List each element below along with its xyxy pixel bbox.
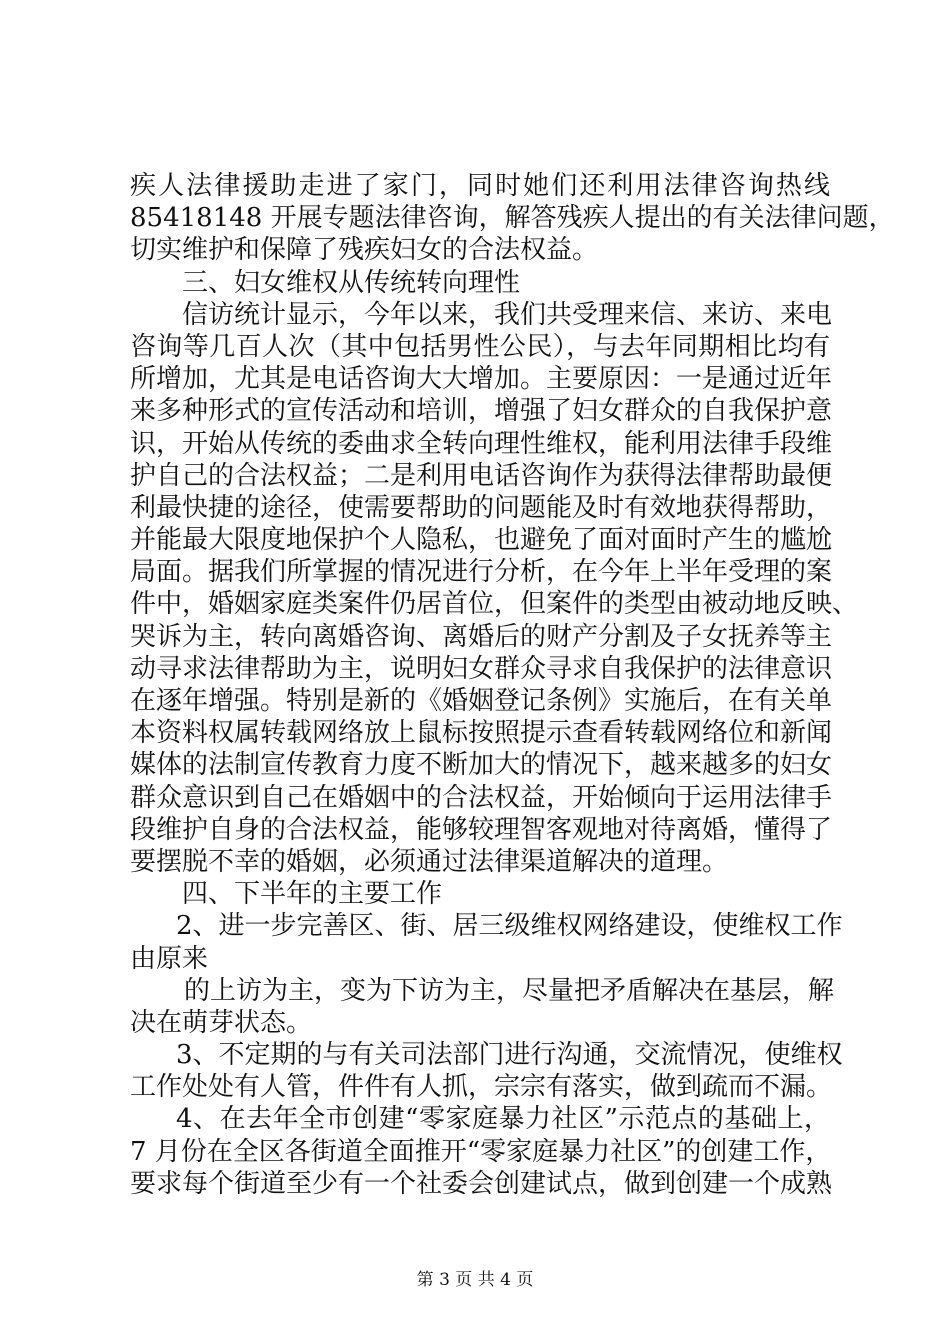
text-line: 利最快捷的途径，使需要帮助的问题能及时有效地获得帮助，: [130, 492, 833, 523]
text-line: 要求每个街道至少有一个社委会创建试点，做到创建一个成熟: [130, 1168, 833, 1199]
text-line: 媒体的法制宣传教育力度不断加大的情况下，越来越多的妇女: [130, 750, 833, 781]
text-line: 工作处处有人管，件件有人抓，宗宗有落实，做到疏而不漏。: [130, 1072, 833, 1103]
text-line: 识，开始从传统的委曲求全转向理性维权，能利用法律手段维: [130, 428, 833, 459]
page-number: 第 3 页 共 4 页: [416, 1270, 534, 1290]
text-line: 要摆脱不幸的婚姻，必须通过法律渠道解决的道理。: [130, 846, 729, 877]
text-line: 7 月份在全区各街道全面推开“零家庭暴力社区”的创建工作，: [130, 1136, 832, 1167]
text-line: 所增加，尤其是电话咨询大大增加。主要原因：一是通过近年: [130, 364, 833, 395]
text-line: 咨询等几百人次（其中包括男性公民），与去年同期相比均有: [130, 331, 830, 362]
text-line: 局面。据我们所掌握的情况进行分析，在今年上半年受理的案: [130, 557, 833, 588]
text-line: 本资料权属转载网络放上鼠标按照提示查看转载网络位和新闻: [130, 718, 833, 749]
text-line: 来多种形式的宣传活动和培训，增强了妇女群众的自我保护意: [130, 396, 833, 427]
text-line: 决在萌芽状态。: [130, 1007, 313, 1038]
text-line: 疾人法律援助走进了家门，同时她们还利用法律咨询热线: [130, 171, 830, 201]
text-line: 由原来: [130, 943, 209, 974]
text-line: 4、在去年全市创建“零家庭暴力社区”示范点的基础上，: [176, 1104, 830, 1135]
text-line: 件中，婚姻家庭类案件仍居首位，但案件的类型由被动地反映、: [130, 589, 859, 620]
text-line: 在逐年增强。特别是新的《婚姻登记条例》实施后，在有关单: [130, 686, 833, 716]
text-line: 85418148 开展专题法律咨询，解答残疾人提出的有关法律问题，: [130, 203, 895, 234]
text-line: 的上访为主，变为下访为主，尽量把矛盾解决在基层，解: [184, 975, 835, 1006]
text-line: 并能最大限度地保护个人隐私，也避免了面对面时产生的尴尬: [130, 525, 833, 556]
text-line: 2、进一步完善区、街、居三级维权网络建设，使维权工作: [176, 911, 843, 942]
text-line: 切实维护和保障了残疾妇女的合法权益。: [130, 235, 599, 266]
body-text: [130, 170, 895, 1200]
text-line: 护自己的合法权益；二是利用电话咨询作为获得法律帮助最便: [130, 460, 833, 491]
text-line: 信访统计显示，今年以来，我们共受理来信、来访、来电: [182, 299, 833, 330]
section-heading: 三、妇女维权从传统转向理性: [182, 267, 521, 298]
text-line: 段维护自身的合法权益，能够较理智客观地对待离婚，懂得了: [130, 814, 833, 845]
text-line: 哭诉为主，转向离婚咨询、离婚后的财产分割及子女抚养等主: [130, 621, 833, 652]
text-line: 3、不定期的与有关司法部门进行沟通，交流情况，使维权: [176, 1040, 843, 1071]
text-line: 动寻求法律帮助为主，说明妇女群众寻求自我保护的法律意识: [130, 653, 833, 684]
section-heading: 四、下半年的主要工作: [182, 879, 443, 910]
page-footer: [0, 1269, 950, 1291]
text-line: 群众意识到自己在婚姻中的合法权益，开始倾向于运用法律手: [130, 782, 833, 813]
